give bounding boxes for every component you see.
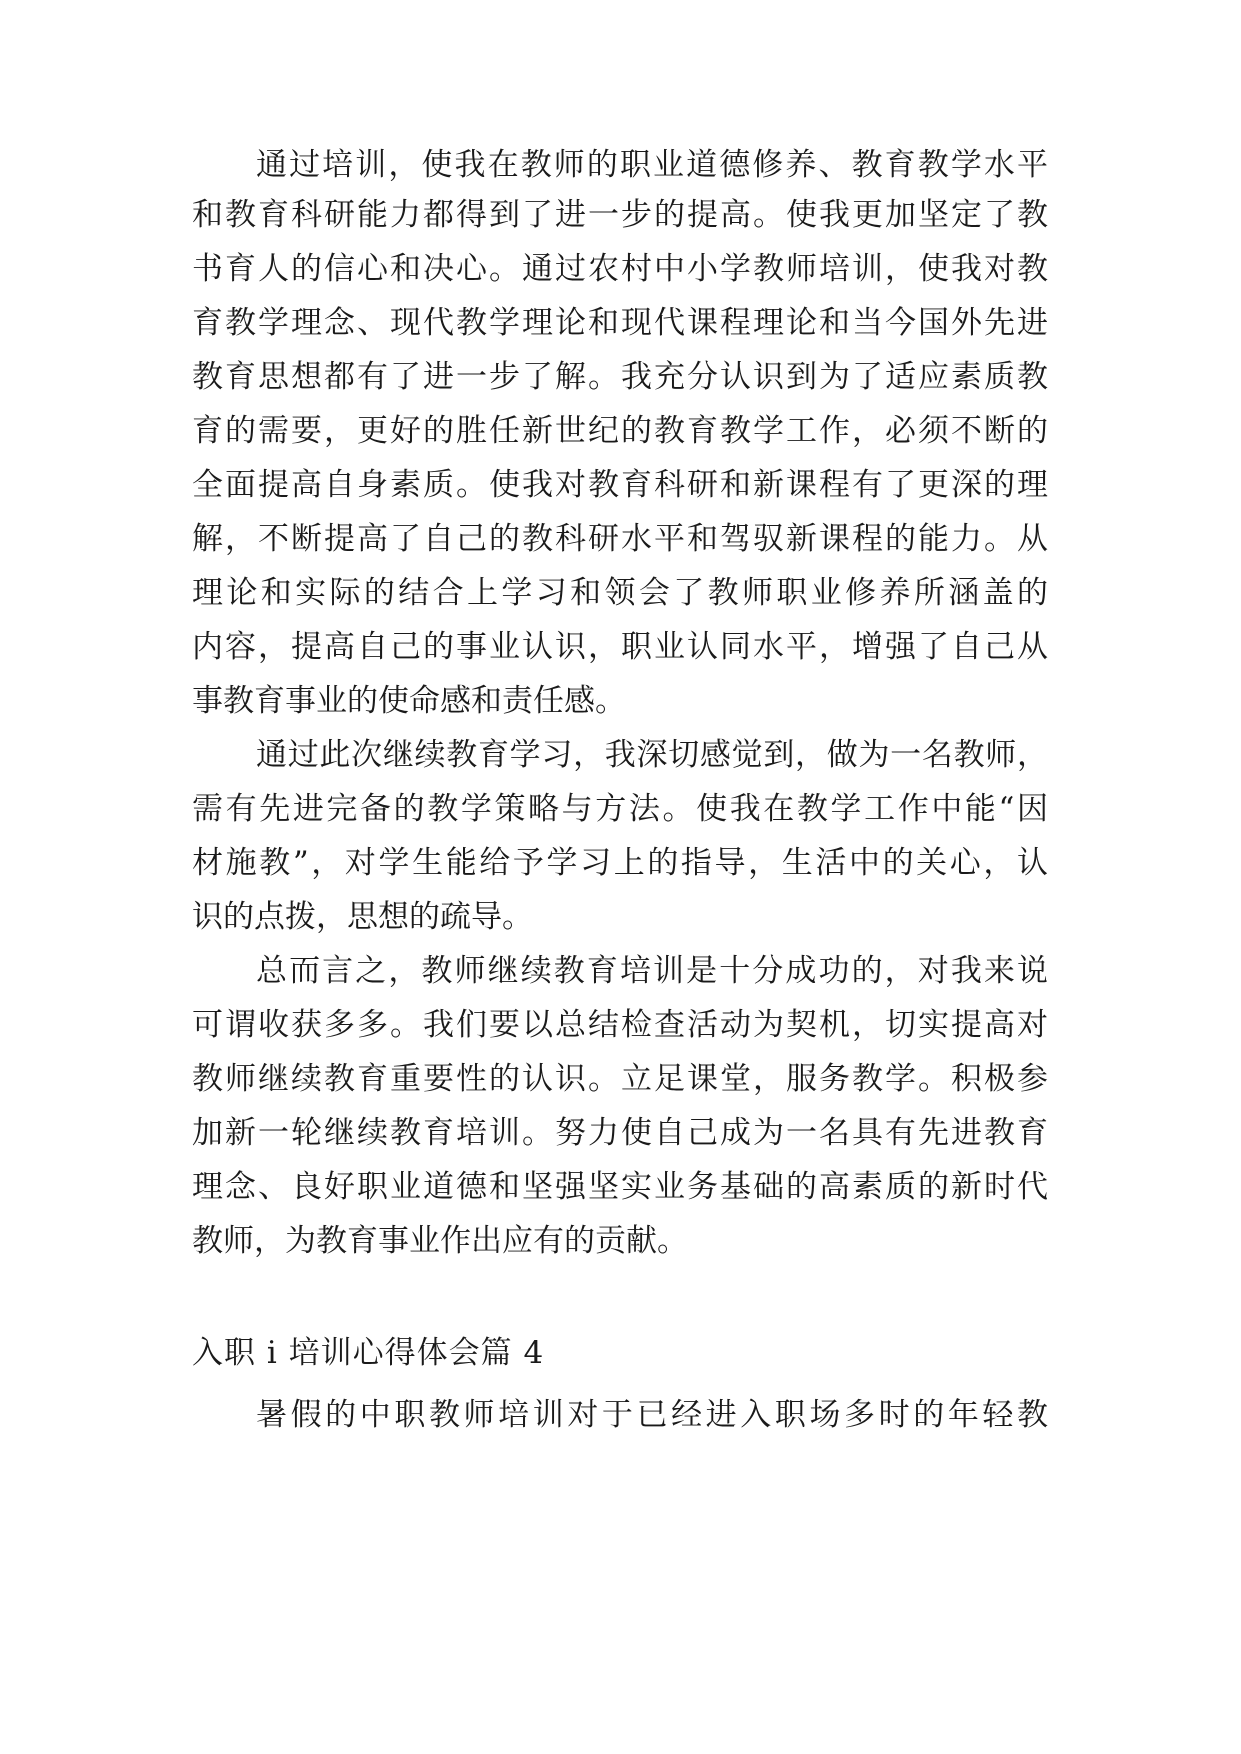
paragraph-line: 加新一轮继续教育培训。努力使自己成为一名具有先进教育 [192, 1115, 1048, 1151]
paragraph-line: 解，不断提高了自己的教科研水平和驾驭新课程的能力。从 [192, 521, 1048, 557]
paragraph-line: 和教育科研能力都得到了进一步的提高。使我更加坚定了教 [192, 197, 1048, 233]
section-heading: 入职 i 培训心得体会篇 4 [192, 1335, 545, 1371]
paragraph-line: 书育人的信心和决心。通过农村中小学教师培训，使我对教 [192, 251, 1048, 287]
paragraph-line: 理论和实际的结合上学习和领会了教师职业修养所涵盖的 [192, 575, 1048, 611]
paragraph-line: 内容，提高自己的事业认识，职业认同水平，增强了自己从 [192, 629, 1048, 665]
paragraph-line: 可谓收获多多。我们要以总结检查活动为契机，切实提高对 [192, 1007, 1048, 1043]
paragraph-line: 育教学理念、现代教学理论和现代课程理论和当今国外先进 [192, 305, 1048, 341]
paragraph-line: 育的需要，更好的胜任新世纪的教育教学工作，必须不断的 [192, 413, 1048, 449]
paragraph-line: 材施教”，对学生能给予学习上的指导，生活中的关心，认 [192, 845, 1048, 881]
paragraph-line: 通过此次继续教育学习，我深切感觉到，做为一名教师， [256, 737, 1048, 773]
paragraph-line: 教育思想都有了进一步了解。我充分认识到为了适应素质教 [192, 359, 1048, 395]
paragraph-line: 理念、良好职业道德和坚强坚实业务基础的高素质的新时代 [192, 1169, 1048, 1205]
paragraph-line: 教师继续教育重要性的认识。立足课堂，服务教学。积极参 [192, 1061, 1048, 1097]
paragraph-line: 暑假的中职教师培训对于已经进入职场多时的年轻教 [256, 1397, 1048, 1433]
paragraph-line: 需有先进完备的教学策略与方法。使我在教学工作中能“因 [192, 791, 1048, 827]
paragraph-line: 总而言之，教师继续教育培训是十分成功的，对我来说 [256, 953, 1048, 989]
paragraph-line: 全面提高自身素质。使我对教育科研和新课程有了更深的理 [192, 467, 1048, 503]
paragraph-line: 识的点拨，思想的疏导。 [192, 899, 533, 935]
paragraph-line: 通过培训，使我在教师的职业道德修养、教育教学水平 [256, 147, 1048, 183]
paragraph-line: 事教育事业的使命感和责任感。 [192, 683, 626, 719]
paragraph-line: 教师，为教育事业作出应有的贡献。 [192, 1223, 688, 1259]
